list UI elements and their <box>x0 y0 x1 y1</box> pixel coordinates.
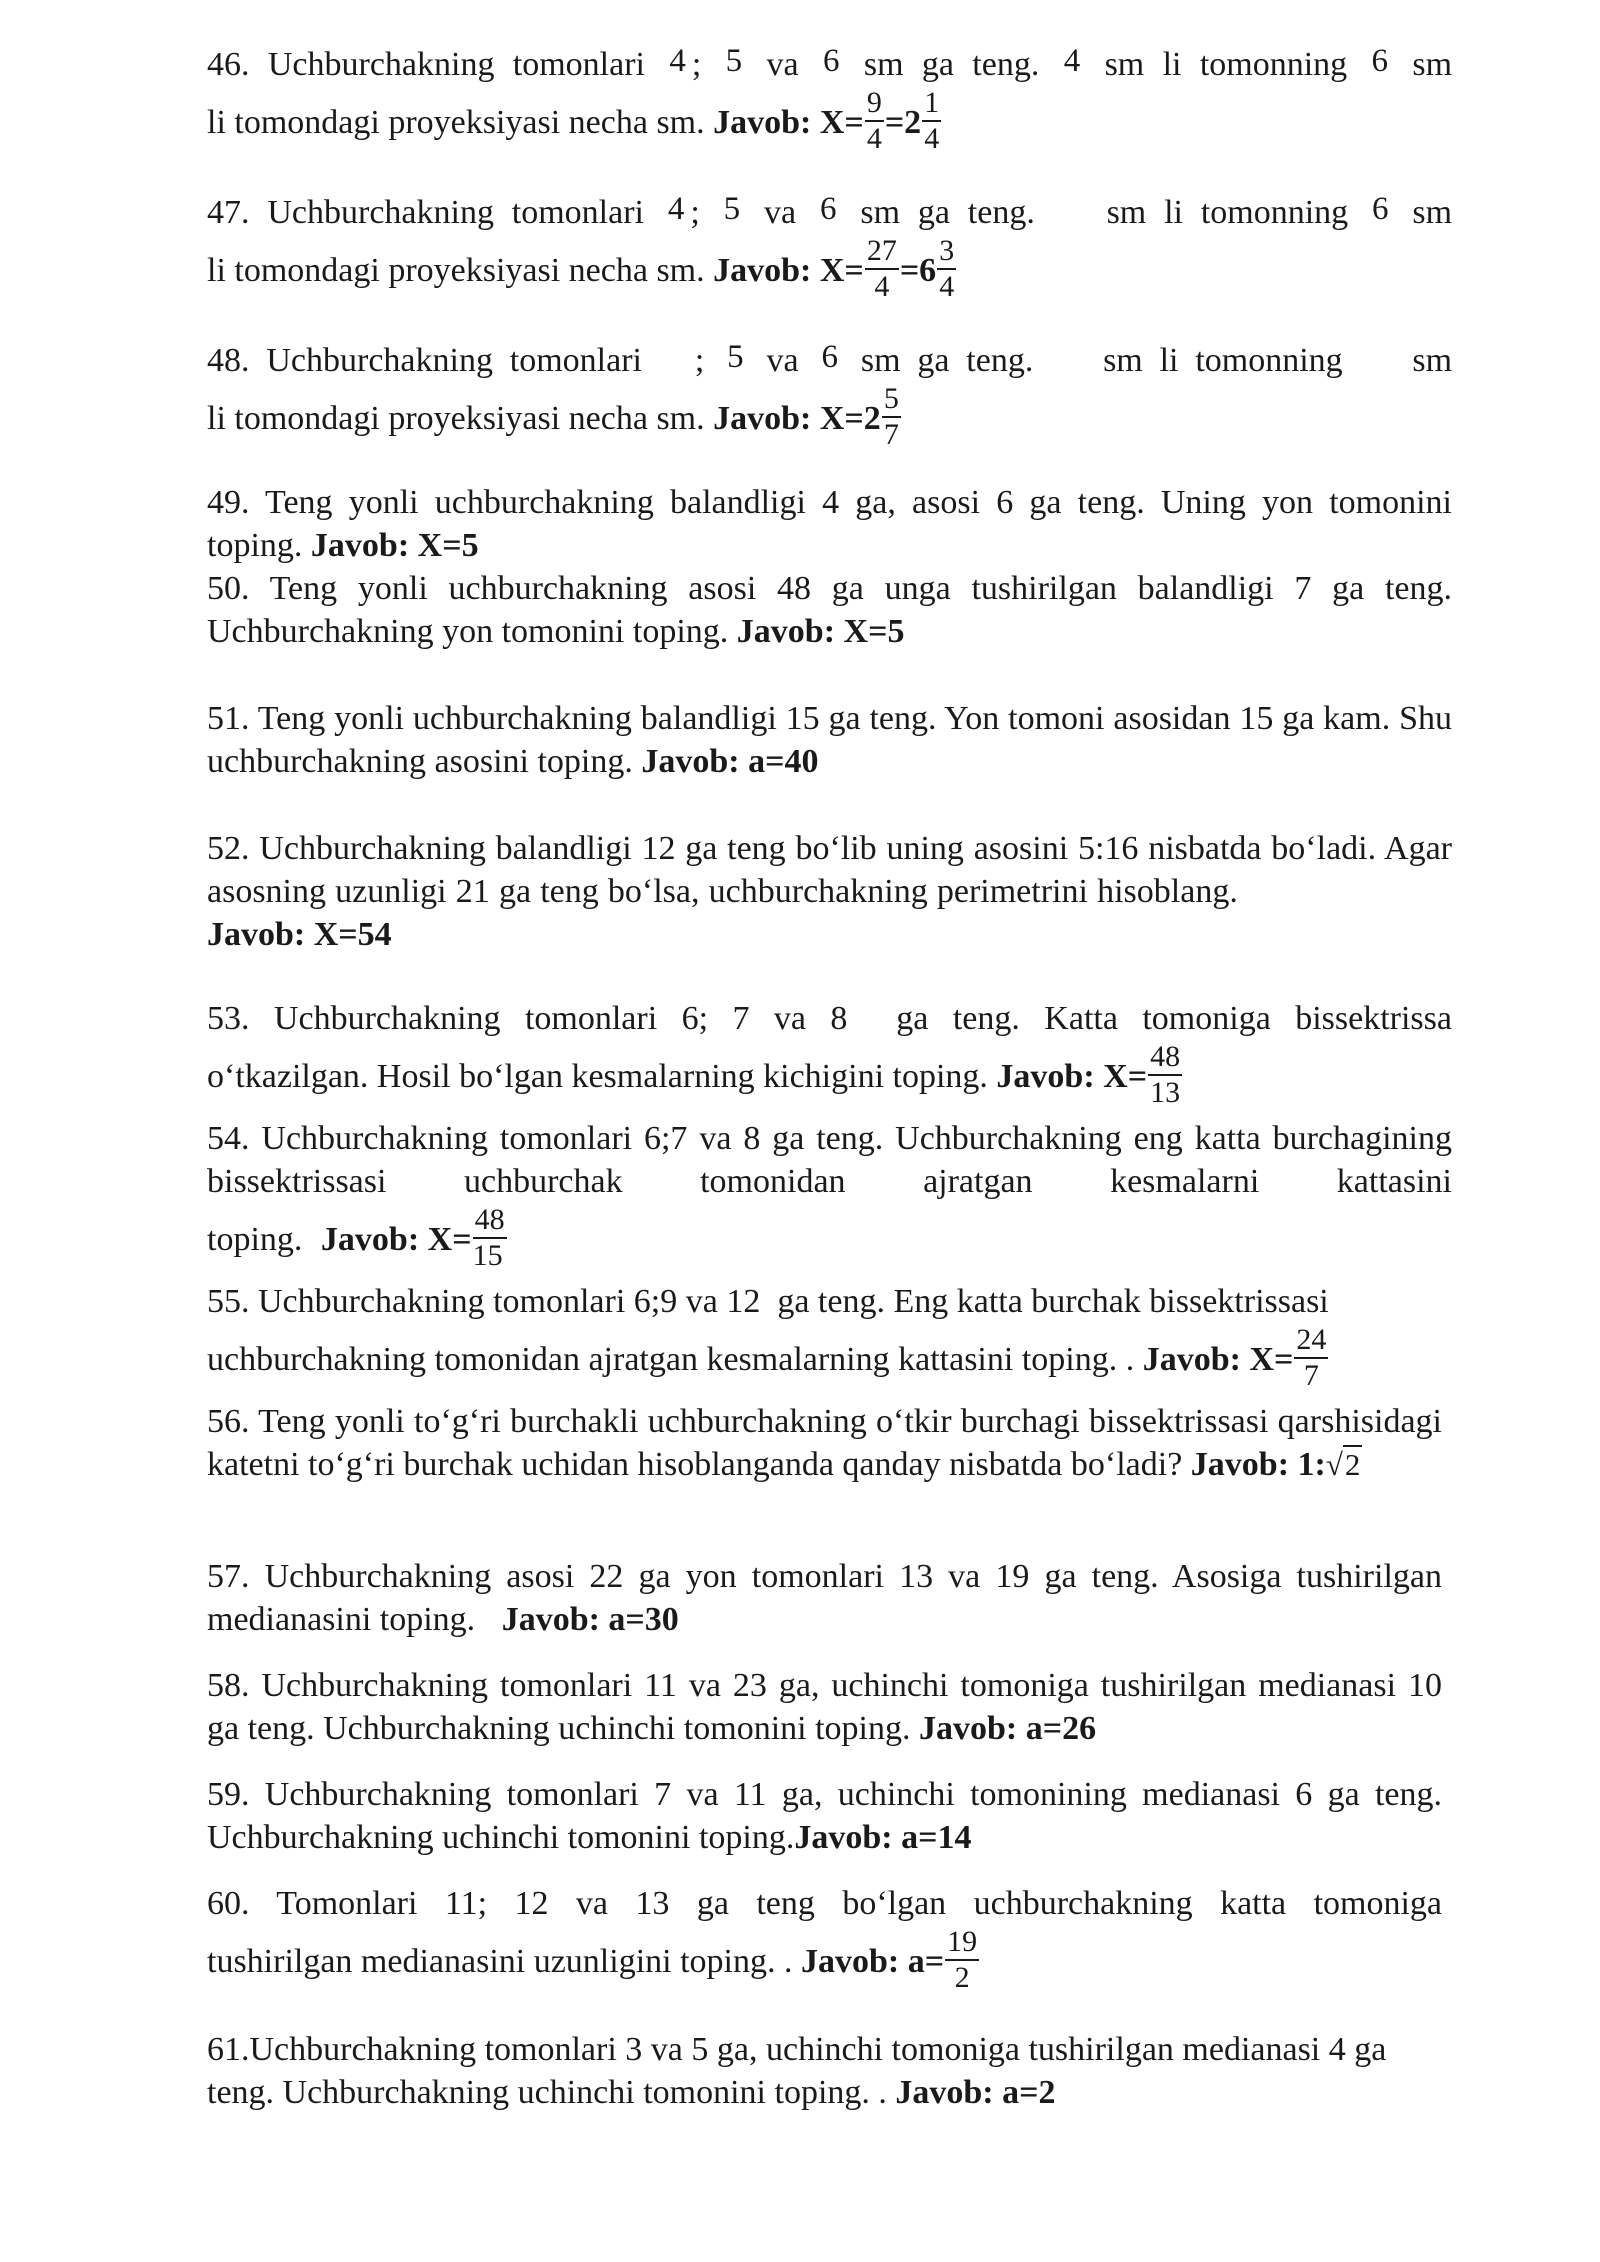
problem-text: sm ga teng. <box>860 194 1035 231</box>
problem-53-line-2 <box>207 1040 1452 1112</box>
problem-text: 54. Uchburchakning tomonlari 6;7 va 8 ga teng. Uchburchakning eng katta burchagining bissektrissasi uchburchak tomonidan ajratgan kesmalarni kattasini <box>207 1120 1452 1200</box>
problem-text: 51. Teng yonli uchburchakning balandligi 15 ga teng. Yon tomoni asosidan 15 ga kam. Shu uchburchakning asosini toping. <box>207 700 1452 780</box>
problem-text: 60. Tomonlari 11; 12 va 13 ga teng bo‘lgan uchburchakning katta tomoniga <box>207 1885 1442 1922</box>
problem-48-line-2 <box>207 382 1452 454</box>
problem-48-line-1 <box>207 336 1452 382</box>
problem-text: 48. Uchburchakning tomonlari <box>207 342 642 379</box>
denominator: 7 <box>1303 1359 1319 1392</box>
problem-55 <box>207 1280 1452 1395</box>
answer-equals: =2 <box>884 103 922 141</box>
problem-text: li tomondagi proyeksiyasi necha sm. <box>207 103 705 141</box>
problem-58 <box>207 1664 1442 1750</box>
problem-text: 46. Uchburchakning tomonlari <box>207 46 645 83</box>
fraction <box>865 88 884 154</box>
problem-text: 52. Uchburchakning balandligi 12 ga teng bo‘lib uning asosini 5:16 nisbatda bo‘ladi. Agar asosning uzunligi 21 ga teng bo‘lsa, uchburchakning perimetrini hisoblang. <box>207 830 1452 910</box>
side-value: 5 <box>727 339 744 375</box>
problem-text: 49. Teng yonli uchburchakning balandligi 4 ga, asosi 6 ga teng. Uning yon tomonini toping. <box>207 484 1452 564</box>
problem-text: sm li tomonning <box>1106 194 1349 231</box>
denominator: 4 <box>866 122 882 155</box>
denominator: 7 <box>883 418 899 451</box>
answer: Javob: X=5 <box>310 527 479 564</box>
problem-text: sm <box>1412 194 1453 231</box>
answer: Javob: X=5 <box>736 613 905 650</box>
side-value: 6 <box>1371 43 1389 79</box>
problem-text: 47. Uchburchakning tomonlari <box>207 194 644 231</box>
answer: Javob: a=30 <box>501 1601 679 1638</box>
conjunction: va <box>766 46 799 83</box>
problem-text: o‘tkazilgan. Hosil bo‘lgan kesmalarning kichigini toping. <box>207 1057 988 1095</box>
answer: Javob: X=54 <box>207 916 392 953</box>
problem-59 <box>207 1773 1442 1859</box>
numerator: 24 <box>1294 1325 1328 1359</box>
numerator: 1 <box>922 88 941 122</box>
problem-text: 58. Uchburchakning tomonlari 11 va 23 ga, uchinchi tomoniga tushirilgan medianasi 10 ga teng. Uchburchakning uchinchi tomonini toping. <box>207 1667 1442 1747</box>
problem-text: sm li tomonning <box>1104 46 1348 83</box>
problem-text: tushirilgan medianasini uzunligini toping. . <box>207 1942 793 1980</box>
answer-label: Javob: X=2 <box>713 399 881 437</box>
problem-text: sm <box>1412 46 1453 83</box>
problem-text: 59. Uchburchakning tomonlari 7 va 11 ga, uchinchi tomonining medianasi 6 ga teng. Uchburchakning uchinchi tomonini toping. <box>207 1776 1442 1856</box>
answer-label: Javob: a= <box>801 1942 945 1980</box>
problem-60 <box>207 1882 1442 1997</box>
fraction <box>937 236 956 302</box>
problem-49 <box>207 481 1452 567</box>
problem-text: 55. Uchburchakning tomonlari 6;9 va 12 ga teng. Eng katta burchak bissektrissasi <box>207 1283 1329 1320</box>
side-value: 6 <box>819 191 837 227</box>
problem-61 <box>207 2028 1442 2114</box>
problem-text: sm li tomonning <box>1103 342 1343 379</box>
problem-text: sm <box>1412 342 1453 379</box>
denominator: 2 <box>954 1961 970 1994</box>
numerator: 19 <box>945 1927 979 1961</box>
side-value: 6 <box>821 339 838 375</box>
problem-54-line-3 <box>207 1203 1452 1275</box>
problem-46 <box>207 40 1452 158</box>
conjunction: va <box>764 194 797 231</box>
numerator: 3 <box>937 236 956 270</box>
answer: Javob: a=40 <box>641 743 819 780</box>
numerator: 5 <box>882 384 901 418</box>
problem-57 <box>207 1555 1442 1641</box>
side-value: 4 <box>667 191 685 227</box>
answer: Javob: a=14 <box>794 1819 972 1856</box>
answer: Javob: a=26 <box>918 1710 1097 1747</box>
problem-text: uchburchakning tomonidan ajratgan kesmalarning kattasini toping. . <box>207 1340 1135 1378</box>
separator: ; <box>690 194 700 231</box>
problem-56 <box>207 1400 1442 1486</box>
problem-text: 56. Teng yonli to‘g‘ri burchakli uchburchakning o‘tkir burchagi bissektrissasi qarshisidagi katetni to‘g‘ri burchak uchidan hisoblanganda qanday nisbatda bo‘ladi? <box>207 1403 1442 1483</box>
answer-label: Javob: X= <box>713 103 864 141</box>
problem-51 <box>207 697 1452 783</box>
conjunction: va <box>766 342 799 379</box>
answer-label: Javob: X= <box>1142 1340 1294 1378</box>
numerator: 9 <box>865 88 884 122</box>
fraction <box>882 384 901 450</box>
side-value: 5 <box>723 191 741 227</box>
numerator: 48 <box>473 1205 507 1239</box>
answer: Javob: 1: <box>1190 1446 1326 1483</box>
side-value: 5 <box>725 43 743 79</box>
side-value: 4 <box>669 43 686 79</box>
side-value: 6 <box>822 43 840 79</box>
problem-text: 61.Uchburchakning tomonlari 3 va 5 ga, uchinchi tomoniga tushirilgan medianasi 4 ga teng. Uchburchakning uchinchi tomonini toping. . <box>207 2031 1387 2111</box>
problem-54 <box>207 1117 1452 1275</box>
denominator: 4 <box>924 122 940 155</box>
side-value: 6 <box>1372 191 1389 227</box>
separator: ; <box>691 46 702 83</box>
problem-55-line-2 <box>207 1323 1452 1395</box>
problem-53 <box>207 997 1452 1112</box>
fraction <box>945 1927 979 1993</box>
answer-equals: =6 <box>899 251 937 289</box>
problem-text: 53. Uchburchakning tomonlari 6; 7 va 8 ga teng. Katta tomoniga bissektrissa <box>207 1000 1452 1037</box>
answer: Javob: a=2 <box>895 2074 1056 2111</box>
answer-label: Javob: X= <box>996 1057 1148 1095</box>
problem-text: li tomondagi proyeksiyasi necha sm. <box>207 251 705 289</box>
denominator: 4 <box>874 270 890 303</box>
denominator: 13 <box>1150 1076 1181 1109</box>
problem-47-line-1 <box>207 188 1452 234</box>
problem-47-line-2 <box>207 234 1452 306</box>
problem-50 <box>207 567 1452 653</box>
fraction <box>865 236 899 302</box>
problem-text: 57. Uchburchakning asosi 22 ga yon tomonlari 13 va 19 ga teng. Asosiga tushirilgan medianasini toping. <box>207 1558 1442 1638</box>
fraction <box>1148 1042 1182 1108</box>
root-symbol: √ <box>1325 1447 1343 1482</box>
fraction <box>922 88 941 154</box>
problem-47 <box>207 188 1452 306</box>
problem-60-line-2 <box>207 1925 1442 1997</box>
denominator: 15 <box>472 1239 503 1272</box>
problem-text: sm ga teng. <box>860 342 1034 379</box>
problem-text: sm ga teng. <box>863 46 1040 83</box>
problem-46-line-1 <box>207 40 1452 86</box>
numerator: 27 <box>865 236 899 270</box>
fraction <box>1294 1325 1328 1391</box>
answer-label: Javob: X= <box>713 251 864 289</box>
denominator: 4 <box>939 270 955 303</box>
square-root <box>1326 1445 1363 1482</box>
separator: ; <box>694 342 705 379</box>
problem-text: toping. <box>207 1220 303 1258</box>
answer-label: Javob: X= <box>320 1220 472 1258</box>
problem-48 <box>207 336 1452 454</box>
numerator: 48 <box>1148 1042 1182 1076</box>
side-value: 4 <box>1063 43 1081 79</box>
fraction <box>473 1205 507 1271</box>
problem-text: li tomondagi proyeksiyasi necha sm. <box>207 399 705 437</box>
problem-52 <box>207 827 1452 956</box>
problem-text: 50. Teng yonli uchburchakning asosi 48 ga unga tushirilgan balandligi 7 ga teng. Uchburchakning yon tomonini toping. <box>207 570 1452 650</box>
radicand: 2 <box>1344 1447 1361 1482</box>
problem-46-line-2 <box>207 86 1452 158</box>
